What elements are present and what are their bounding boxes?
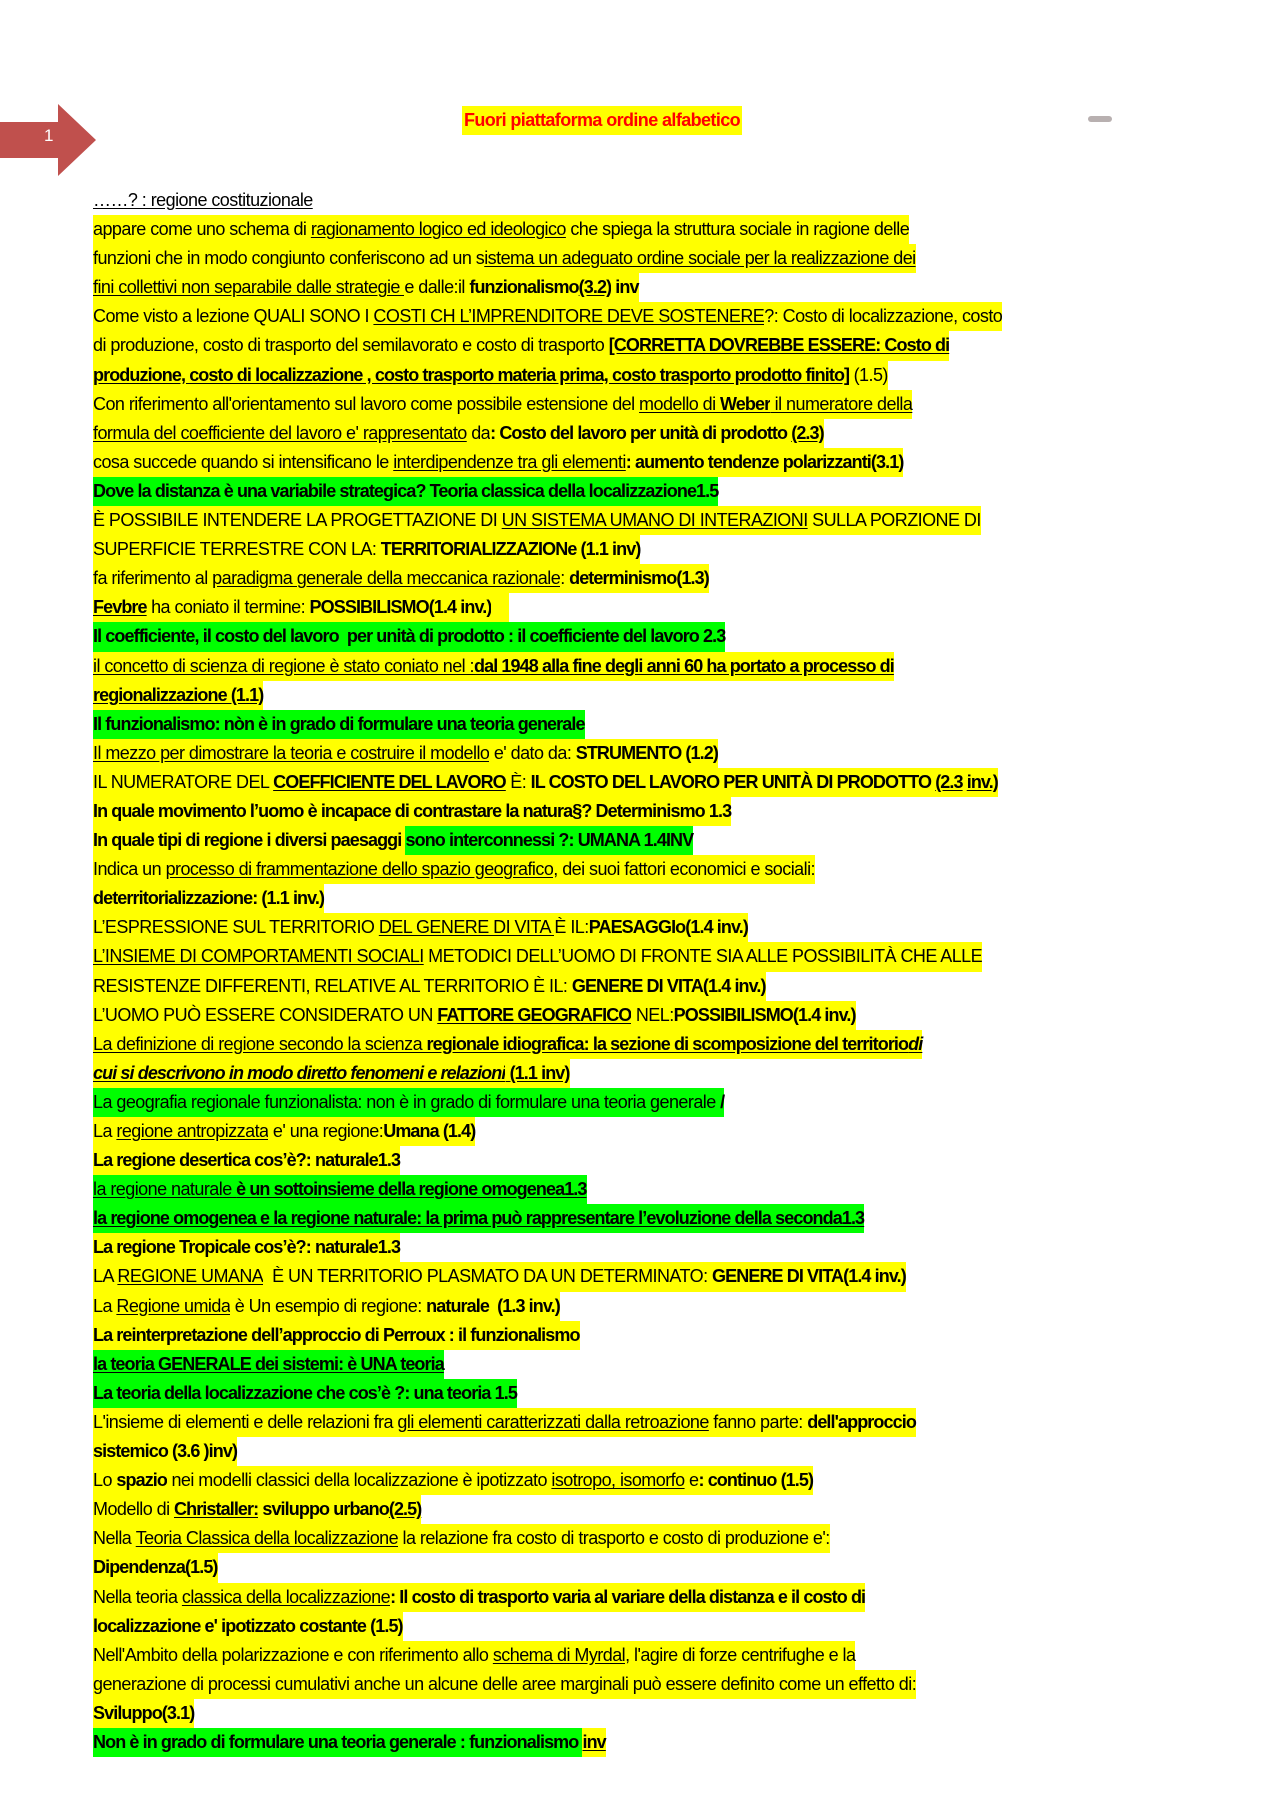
- text-segment: inv.): [967, 768, 998, 797]
- text-segment: COSTI CH L’IMPRENDITORE DEVE SOSTENERE: [373, 302, 764, 331]
- text-segment: In quale tipi di regione i diversi paesaggi: [93, 826, 405, 855]
- text-segment: La definizione di regione secondo la scienza: [93, 1030, 427, 1059]
- text-segment: [491, 593, 509, 622]
- text-segment: dal 1948 alla fine degli anni 60 ha portato a processo di: [474, 652, 894, 681]
- text-line: [93, 1175, 1213, 1204]
- text-segment: (1.5): [849, 361, 888, 390]
- text-segment: Christaller:: [174, 1495, 258, 1524]
- text-line: [93, 1495, 1213, 1524]
- text-segment: di produzione, costo di trasporto del semilavorato e costo di trasporto: [93, 331, 609, 360]
- text-line: [93, 797, 1213, 826]
- text-segment: Non è in grado di formulare una teoria generale : funzionalismo: [93, 1728, 582, 1757]
- text-segment: (2.3: [935, 768, 962, 797]
- text-segment: È POSSIBILE INTENDERE LA PROGETTAZIONE DI: [93, 506, 502, 535]
- text-segment: FATTORE GEOGRAFICO: [437, 1001, 631, 1030]
- text-segment: REGIONE UMANA: [117, 1262, 263, 1291]
- text-line: [93, 448, 1213, 477]
- text-segment: , dei suoi fattori economici e sociali:: [553, 855, 815, 884]
- text-line: [93, 1088, 1213, 1117]
- text-segment: funzionalismo: [469, 273, 578, 302]
- text-line: [93, 331, 1213, 360]
- text-line: [93, 1233, 1213, 1262]
- text-line: [93, 1204, 1213, 1233]
- text-segment: (2.3): [791, 419, 824, 448]
- text-segment: Come visto a lezione QUALI SONO I: [93, 302, 373, 331]
- smudge-mark: [1088, 116, 1112, 122]
- text-segment: /: [720, 1088, 724, 1117]
- text-segment: schema di Myrdal: [493, 1641, 625, 1670]
- text-segment: sviluppo urbano: [258, 1495, 389, 1524]
- text-line: [93, 1670, 1213, 1699]
- text-line: [93, 419, 1213, 448]
- text-segment: fini collettivi non separabile dalle strategie: [93, 273, 404, 302]
- document-title: Fuori piattaforma ordine alfabetico: [462, 106, 742, 135]
- text-segment: La reinterpretazione dell’approccio di Perroux : il funzionalismo: [93, 1321, 580, 1350]
- text-segment: determinismo(1.3): [569, 564, 709, 593]
- text-segment: La: [93, 1117, 116, 1146]
- text-line: [93, 622, 1213, 651]
- text-segment: Nell'Ambito della polarizzazione e con riferimento allo: [93, 1641, 493, 1670]
- text-line: [93, 1641, 1213, 1670]
- text-segment: processo di frammentazione dello spazio geografico: [166, 855, 554, 884]
- text-segment: Il coefficiente, il costo del lavoro per unità di prodotto : il coefficiente del lavoro 2.3: [93, 622, 725, 651]
- text-segment: : aumento tendenze polarizzanti(3.1): [626, 448, 904, 477]
- text-line: [93, 942, 1213, 971]
- text-segment: e dalle:il: [404, 273, 469, 302]
- text-segment: Umana (1.4): [383, 1117, 475, 1146]
- text-line: [93, 913, 1213, 942]
- text-line: [93, 390, 1213, 419]
- text-segment: :: [560, 564, 569, 593]
- text-segment: : continuo (1.5): [699, 1466, 814, 1495]
- text-segment: inv: [611, 273, 638, 302]
- text-segment: : Costo del lavoro per unità di prodotto: [490, 419, 791, 448]
- text-line: [93, 1408, 1213, 1437]
- text-segment: Sviluppo(3.1): [93, 1699, 194, 1728]
- text-segment: spazio: [116, 1466, 167, 1495]
- text-segment: deterritorializzazione: (1.1 inv.): [93, 884, 324, 913]
- text-segment: ha coniato il termine:: [147, 593, 310, 622]
- text-segment: STRUMENTO (1.2): [576, 739, 718, 768]
- text-segment: Nella: [93, 1524, 136, 1553]
- text-line: [93, 1437, 1213, 1466]
- text-segment: e' una regione:: [268, 1117, 383, 1146]
- text-segment: il concetto di scienza di regione è stato coniato nel :: [93, 652, 474, 681]
- text-segment: POSSIBILISMO(1.4 inv.): [674, 1001, 856, 1030]
- text-line: [93, 768, 1213, 797]
- text-segment: ragionamento logico ed ideologico: [311, 215, 566, 244]
- text-line: [93, 1001, 1213, 1030]
- text-line: [93, 186, 1213, 215]
- text-segment: LA: [93, 1262, 117, 1291]
- text-segment: IL NUMERATORE DEL: [93, 768, 273, 797]
- text-line: [93, 477, 1213, 506]
- text-segment: La: [93, 1292, 116, 1321]
- text-segment: che spiega la struttura sociale in ragione delle: [566, 215, 909, 244]
- text-segment: RESISTENZE DIFFERENTI, RELATIVE AL TERRITORIO È IL:: [93, 972, 572, 1001]
- text-segment: , l'agire di forze centrifughe e la: [625, 1641, 855, 1670]
- text-segment: La teoria della localizzazione che cos’è ?: una teoria 1.5: [93, 1379, 517, 1408]
- text-segment: la teoria GENERALE dei sistemi: è UNA teoria: [93, 1350, 444, 1379]
- text-segment: isotropo, isomorfo: [551, 1466, 684, 1495]
- text-segment: è un sottoinsieme della regione omogenea1.3: [236, 1175, 586, 1204]
- text-segment: gli elementi caratterizzati dalla retroazione: [397, 1408, 708, 1437]
- text-segment: La geografia regionale funzionalista: non è in grado di formulare una teoria generale: [93, 1088, 720, 1117]
- text-segment: produzione, costo di localizzazione , costo trasporto materia prima, costo trasporto prodotto finito]: [93, 361, 849, 390]
- text-segment: regione antropizzata: [116, 1117, 268, 1146]
- text-segment: (3.2): [579, 273, 612, 302]
- text-segment: La regione Tropicale cos’è?: naturale1.3: [93, 1233, 400, 1262]
- text-segment: GENERE DI VITA(1.4 inv.): [572, 972, 766, 1001]
- text-segment: classica della localizzazione: [182, 1583, 390, 1612]
- text-segment: In quale movimento l’uomo è incapace di contrastare la natura§? Determinismo 1.3: [93, 797, 731, 826]
- text-line: [93, 1117, 1213, 1146]
- text-segment: Il mezzo per dimostrare la teoria e costruire il modello: [93, 739, 489, 768]
- text-line: [93, 1612, 1213, 1641]
- text-line: [93, 1262, 1213, 1291]
- text-segment: ?: Costo di localizzazione, costo: [764, 302, 1002, 331]
- text-line: [93, 1699, 1213, 1728]
- text-segment: dell'approccio: [807, 1408, 916, 1437]
- text-line: [93, 826, 1213, 855]
- text-segment: la relazione fra costo di trasporto e costo di produzione e':: [398, 1524, 830, 1553]
- text-line: [93, 681, 1213, 710]
- text-segment: localizzazione e' ipotizzato costante (1.5): [93, 1612, 403, 1641]
- text-line: [93, 855, 1213, 884]
- text-line: [93, 302, 1213, 331]
- text-segment: Regione umida: [116, 1292, 230, 1321]
- text-segment: da: [467, 419, 490, 448]
- text-segment: la regione omogenea e la regione naturale: la prima può rappresentare l’evoluzione della seconda1.3: [93, 1204, 864, 1233]
- text-segment: modello di: [639, 390, 720, 419]
- text-segment: È IL:: [554, 913, 588, 942]
- text-segment: nei modelli classici della localizzazione è ipotizzato: [167, 1466, 551, 1495]
- text-segment: Teoria Classica della localizzazione: [136, 1524, 398, 1553]
- text-line: [93, 1350, 1213, 1379]
- text-segment: appare come uno schema di: [93, 215, 311, 244]
- text-line: [93, 564, 1213, 593]
- text-line: [93, 1583, 1213, 1612]
- text-segment: generazione di processi cumulativi anche un alcune delle aree marginali può essere definito come un effetto di:: [93, 1670, 916, 1699]
- text-segment: Il funzionalismo: nòn è in grado di formulare una teoria generale: [93, 710, 585, 739]
- text-segment: SUPERFICIE TERRESTRE CON LA:: [93, 535, 381, 564]
- text-line: [93, 710, 1213, 739]
- text-line: [93, 1321, 1213, 1350]
- text-segment: Nella teoria: [93, 1583, 182, 1612]
- text-segment: L’ESPRESSIONE SUL TERRITORIO: [93, 913, 379, 942]
- text-segment: (1.1 inv): [505, 1059, 569, 1088]
- text-line: [93, 1059, 1213, 1088]
- text-segment: L’UOMO PUÒ ESSERE CONSIDERATO UN: [93, 1001, 437, 1030]
- text-segment: fa riferimento al: [93, 564, 212, 593]
- text-segment: sono interconnessi ?: UMANA 1.4INV: [405, 826, 693, 855]
- text-segment: TERRITORIALIZZAZIONe (1.1 inv): [381, 535, 641, 564]
- text-segment: sistemico (3.6 )inv): [93, 1437, 237, 1466]
- text-segment: è Un esempio di regione:: [230, 1292, 426, 1321]
- text-line: [93, 535, 1213, 564]
- text-segment: fanno parte:: [709, 1408, 807, 1437]
- text-line: [93, 1728, 1213, 1757]
- text-segment: cosa succede quando si intensificano le: [93, 448, 393, 477]
- text-segment: GENERE DI VITA(1.4 inv.): [712, 1262, 906, 1291]
- text-segment: di: [908, 1030, 922, 1059]
- text-segment: regionale idiografica: la sezione di scomposizione del territorio: [427, 1030, 909, 1059]
- text-line: [93, 1524, 1213, 1553]
- text-segment: (2.5): [389, 1495, 422, 1524]
- text-segment: [CORRETTA DOVREBBE ESSERE: Costo di: [609, 331, 950, 360]
- text-line: [93, 244, 1213, 273]
- text-segment: naturale (1.3 inv.): [426, 1292, 560, 1321]
- text-line: [93, 506, 1213, 535]
- text-line: [93, 1292, 1213, 1321]
- text-segment: Weber: [720, 390, 770, 419]
- text-segment: DEL GENERE DI VITA: [379, 913, 555, 942]
- text-segment: SULLA PORZIONE DI: [808, 506, 981, 535]
- text-line: [93, 652, 1213, 681]
- text-segment: funzioni che in modo congiunto conferiscono ad un s: [93, 244, 484, 273]
- text-segment: : Il costo di trasporto varia al variare della distanza e il costo di: [390, 1583, 865, 1612]
- text-segment: Lo: [93, 1466, 116, 1495]
- text-segment: la regione naturale: [93, 1175, 236, 1204]
- text-segment: UN SISTEMA UMANO DI INTERAZIONI: [502, 506, 808, 535]
- text-segment: paradigma generale della meccanica razionale: [212, 564, 560, 593]
- text-line: [93, 1146, 1213, 1175]
- text-segment: e: [685, 1466, 699, 1495]
- text-segment: Fevbre: [93, 593, 147, 622]
- text-line: [93, 593, 1213, 622]
- text-line: [93, 273, 1213, 302]
- text-segment: Indica un: [93, 855, 166, 884]
- text-segment: È UN TERRITORIO PLASMATO DA UN DETERMINATO:: [263, 1262, 712, 1291]
- text-segment: IL COSTO DEL LAVORO PER UNITÀ DI PRODOTTO: [531, 768, 936, 797]
- text-line: [93, 361, 1213, 390]
- text-line: [93, 972, 1213, 1001]
- text-segment: È:: [506, 768, 531, 797]
- text-segment: Con riferimento all'orientamento sul lavoro come possibile estensione del: [93, 390, 639, 419]
- text-line: [93, 1553, 1213, 1582]
- text-segment: istema un adeguato ordine sociale per la realizzazione dei: [484, 244, 915, 273]
- text-line: [93, 215, 1213, 244]
- text-segment: inv: [582, 1728, 605, 1757]
- text-segment: L'insieme di elementi e delle relazioni fra: [93, 1408, 397, 1437]
- text-segment: NEL:: [631, 1001, 673, 1030]
- text-segment: Modello di: [93, 1495, 174, 1524]
- text-segment: La regione desertica cos’è?: naturale1.3: [93, 1146, 400, 1175]
- text-segment: il numeratore della: [770, 390, 912, 419]
- text-line: [93, 1030, 1213, 1059]
- text-line: [93, 1379, 1213, 1408]
- text-segment: interdipendenze tra gli elementi: [393, 448, 626, 477]
- text-line: [93, 1466, 1213, 1495]
- text-segment: cui si descrivono in modo diretto fenomeni e relazioni: [93, 1059, 505, 1088]
- text-segment: ……? : regione costituzionale: [93, 190, 313, 210]
- text-segment: METODICI DELL’UOMO DI FRONTE SIA ALLE POSSIBILITÀ CHE ALLE: [424, 942, 982, 971]
- text-segment: L’INSIEME DI COMPORTAMENTI SOCIALI: [93, 942, 424, 971]
- text-segment: PAESAGGIo(1.4 inv.): [589, 913, 748, 942]
- text-segment: regionalizzazione (1.1): [93, 681, 263, 710]
- text-segment: Dipendenza(1.5): [93, 1553, 218, 1582]
- text-segment: formula del coefficiente del lavoro e' rappresentato: [93, 419, 467, 448]
- document-body: [93, 186, 1213, 1757]
- text-segment: e' dato da:: [489, 739, 575, 768]
- text-segment: POSSIBILISMO(1.4 inv.): [310, 593, 492, 622]
- text-line: [93, 739, 1213, 768]
- page-number: 1: [44, 126, 54, 145]
- text-segment: COEFFICIENTE DEL LAVORO: [273, 768, 506, 797]
- text-line: [93, 884, 1213, 913]
- text-segment: Dove la distanza è una variabile strategica? Teoria classica della localizzazione1.5: [93, 477, 718, 506]
